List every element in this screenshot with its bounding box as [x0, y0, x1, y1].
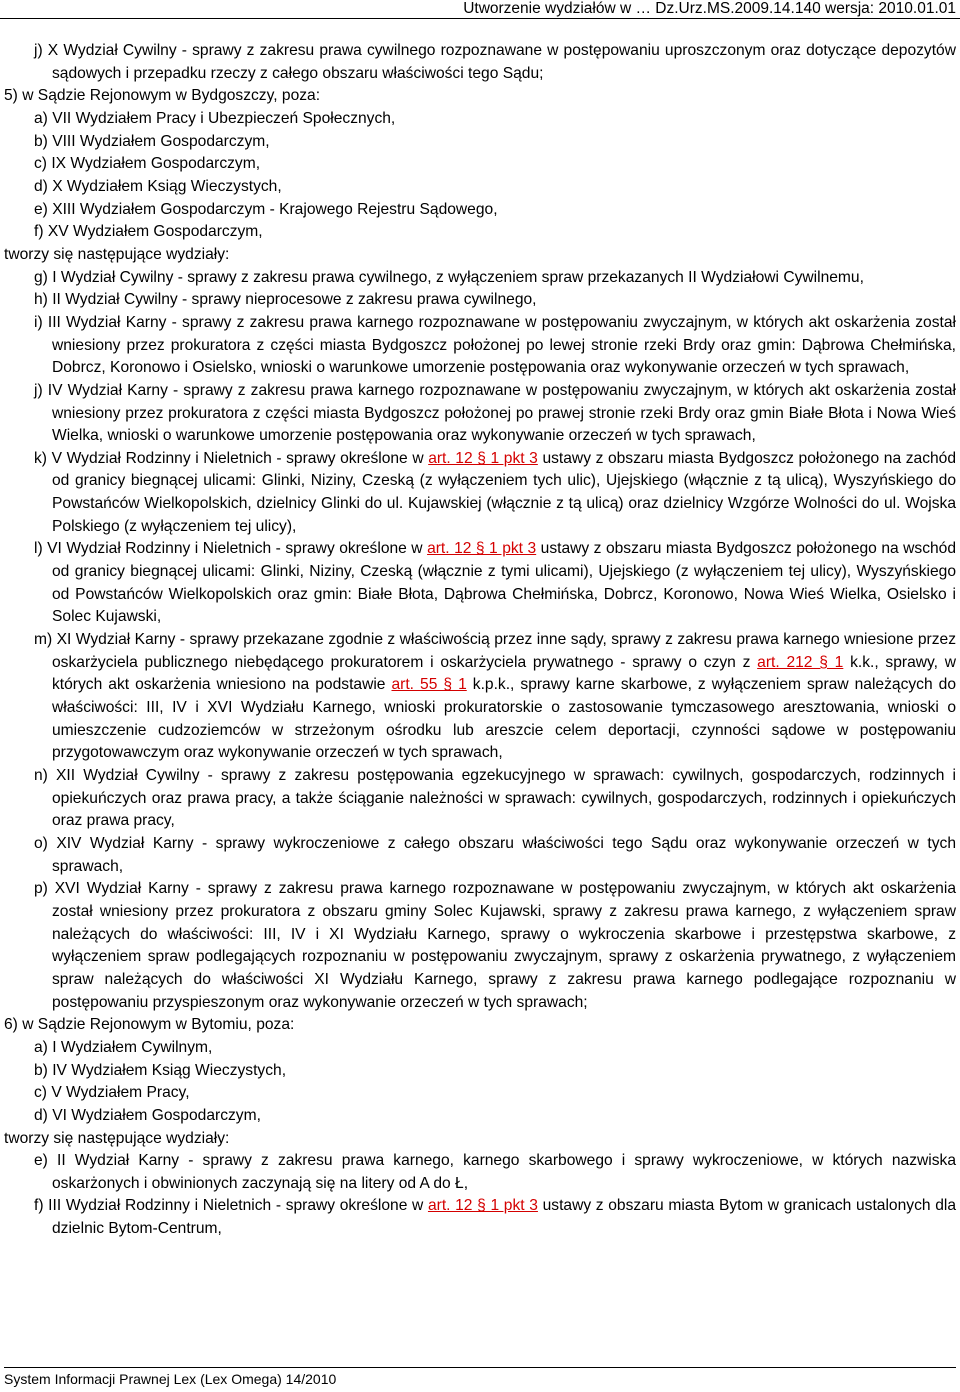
- document-paragraph: [4, 176, 956, 199]
- document-paragraph: [4, 1060, 956, 1083]
- document-paragraph: [4, 1014, 956, 1037]
- document-paragraph: [4, 108, 956, 131]
- legal-reference-link[interactable]: art. 12 § 1 pkt 3: [427, 1197, 538, 1215]
- paragraph-text: a) VII Wydziałem Pracy i Ubezpieczeń Społecznych,: [34, 109, 396, 127]
- paragraph-text: n) XII Wydział Cywilny - sprawy z zakresu postępowania egzekucyjnego w sprawach: cywilnych, gospodarczych, rodzinnych i opiekuńczych oraz prawa pracy, a także ściąganie należności w sprawach: cywilnych, gospodarczych, rodzinnych i opiekuńczych oraz prawa pracy,: [34, 767, 956, 830]
- paragraph-text: k.p.k., sprawy karne skarbowe, z wyłączeniem spraw należących do właściwości: III, IV i XVI Wydziału Karnego, wnioski prokuratorskie o zastosowanie tymczasowego aresztowania, wnioski o umieszczenie cudzoziemców w strzeżonym ośrodku lub areszcie celem deportacji, czynności sądowe w postępowaniu przygotowawczym oraz wykonywanie orzeczeń w tych sprawach,: [52, 676, 956, 762]
- document-paragraph: [4, 131, 956, 154]
- paragraph-text: c) V Wydziałem Pracy,: [34, 1084, 190, 1102]
- paragraph-text: o) XIV Wydział Karny - sprawy wykroczeniowe z całego obszaru właściwości tego Sądu oraz wykonywanie orzeczeń w tych sprawach,: [34, 834, 956, 875]
- paragraph-text: ustawy z obszaru miasta Bydgoszcz położonego na zachód od granicy biegnącej ulicami: Glinki, Niziny, Czeską (z wyłączeniem tych ulic), Ujejskiego (włącznie z tą ulicą), Wyszyńskiego do Powstańców Wielkopolskich, dzielnicy Glinki do ul. Kujawskiej (włącznie z tą ulicą) oraz dzielnicy Wzgórze Wolności do ul. Wojska Polskiego (z wyłączeniem tej ulicy),: [52, 449, 957, 535]
- paragraph-text: p) XVI Wydział Karny - sprawy z zakresu prawa karnego rozpoznawane w postępowaniu zwyczajnym, w których akt oskarżenia został wniesiony przez prokuratora z obszaru gminy Solec Kujawski, sprawy z zakresu prawa karnego, z wyłączeniem spraw należących do właściwości: III, IV i XI Wydziału Karnego, sprawy o wykroczenia skarbowe i przestępstwa skarbowe, z wyłączeniem spraw podlegających rozpoznaniu w postępowaniu zwyczajnym, sprawy z oskarżenia prywatnego, z wyłączeniem spraw należących do właściwości XI Wydziału Karnego, sprawy z zakresu prawa karnego podlegające rozpoznaniu w postępowaniu przyspieszonym oraz wykonywanie orzeczeń w tych sprawach;: [34, 880, 956, 1011]
- paragraph-text: tworzy się następujące wydziały:: [4, 1129, 230, 1147]
- page-footer: [4, 1370, 956, 1388]
- paragraph-text: d) VI Wydziałem Gospodarczym,: [34, 1106, 261, 1124]
- paragraph-text: k.k., sprawy, w których akt oskarżenia wniesiono na podstawie: [52, 653, 957, 694]
- paragraph-text: b) VIII Wydziałem Gospodarczym,: [34, 132, 270, 150]
- legal-reference-link[interactable]: art. 12 § 1 pkt 3: [427, 540, 537, 558]
- document-paragraph: [4, 765, 956, 833]
- paragraph-text: 5) w Sądzie Rejonowym w Bydgoszczy, poza:: [4, 87, 321, 105]
- document-title: Utworzenie wydziałów w … Dz.Urz.MS.2009.14.140 wersja: 2010.01.01: [463, 0, 956, 17]
- paragraph-text: f) III Wydział Rodzinny i Nieletnich - sprawy określone w: [34, 1197, 428, 1215]
- legal-reference-link[interactable]: art. 212 § 1: [757, 653, 844, 671]
- document-paragraph: [4, 1105, 956, 1128]
- paragraph-text: j) X Wydział Cywilny - sprawy z zakresu prawa cywilnego rozpoznawane w postępowaniu uproszczonym oraz dotyczące depozytów sądowych i przepadku rzeczy z całego obszaru właściwości tego Sądu;: [34, 42, 956, 82]
- paragraph-text: d) X Wydziałem Ksiąg Wieczystych,: [34, 177, 282, 195]
- document-paragraph: [4, 629, 956, 765]
- footer-text: System Informacji Prawnej Lex (Lex Omega) 14/2010: [4, 1371, 337, 1387]
- document-paragraph: [4, 1195, 956, 1240]
- document-paragraph: [4, 267, 956, 290]
- paragraph-text: c) IX Wydziałem Gospodarczym,: [34, 155, 261, 173]
- document-paragraph: [4, 221, 956, 244]
- document-paragraph: [4, 833, 956, 878]
- paragraph-text: e) XIII Wydziałem Gospodarczym - Krajowego Rejestru Sądowego,: [34, 200, 498, 218]
- paragraph-text: g) I Wydział Cywilny - sprawy z zakresu prawa cywilnego, z wyłączeniem spraw przekazanych II Wydziałowi Cywilnemu,: [34, 268, 864, 286]
- document-paragraph: [4, 380, 956, 448]
- footer-divider: [4, 1367, 956, 1368]
- document-body: [4, 40, 956, 1241]
- document-paragraph: [4, 85, 956, 108]
- page-header: [463, 0, 956, 18]
- paragraph-text: k) V Wydział Rodzinny i Nieletnich - sprawy określone w: [34, 449, 429, 467]
- document-paragraph: [4, 448, 956, 539]
- legal-reference-link[interactable]: art. 12 § 1 pkt 3: [428, 449, 538, 467]
- document-paragraph: [4, 538, 956, 629]
- paragraph-text: ustawy z obszaru miasta Bytom w granicach ustalonych dla dzielnic Bytom-Centrum,: [52, 1197, 957, 1238]
- document-paragraph: [4, 1082, 956, 1105]
- paragraph-text: a) I Wydziałem Cywilnym,: [34, 1038, 213, 1056]
- document-paragraph: [4, 878, 956, 1014]
- legal-reference-link[interactable]: art. 55 § 1: [391, 676, 467, 694]
- header-divider: [0, 18, 960, 19]
- paragraph-text: b) IV Wydziałem Ksiąg Wieczystych,: [34, 1061, 287, 1079]
- paragraph-text: j) IV Wydział Karny - sprawy z zakresu prawa karnego rozpoznawane w postępowaniu zwyczajnym, w których akt oskarżenia został wniesiony przez prokuratora z części miasta Bydgoszcz położonej po prawej stronie rzeki Brdy oraz gmin Białe Błota i Nowa Wieś Wielka, wnioski o warunkowe umorzenie postępowania oraz wykonywanie orzeczeń w tych sprawach,: [34, 381, 956, 445]
- document-paragraph: [4, 1037, 956, 1060]
- paragraph-text: m) XI Wydział Karny - sprawy przekazane zgodnie z właściwością przez inne sądy, sprawy z zakresu prawa karnego wniesione przez oskarżyciela publicznego niebędącego prokuratorem i oskarżyciela prywatnego - sprawy o czyn z: [34, 631, 956, 671]
- paragraph-text: f) XV Wydziałem Gospodarczym,: [34, 223, 263, 241]
- paragraph-text: h) II Wydział Cywilny - sprawy nieprocesowe z zakresu prawa cywilnego,: [34, 291, 537, 309]
- document-paragraph: [4, 1128, 956, 1151]
- document-paragraph: [4, 289, 956, 312]
- document-paragraph: [4, 312, 956, 380]
- document-paragraph: [4, 40, 956, 85]
- paragraph-text: e) II Wydział Karny - sprawy z zakresu prawa karnego, karnego skarbowego i sprawy wykroczeniowe, w których nazwiska oskarżonych i obwinionych zaczynają się na litery od A do Ł,: [34, 1152, 956, 1192]
- paragraph-text: l) VI Wydział Rodzinny i Nieletnich - sprawy określone w: [34, 540, 428, 558]
- paragraph-text: ustawy z obszaru miasta Bydgoszcz położonego na wschód od granicy biegnącej ulicami: Glinki, Niziny, Czeską (włącznie z tymi ulicami), Ujejskiego (z wyłączeniem tej ulicy), Wyszyńskiego od Powstańców Wielkopolskich oraz gmin: Białe Błota, Dąbrowa Chełmińska, Dobrcz, Koronowo, Nowa Wieś Wielka, Osielsko i Solec Kujawski,: [52, 540, 957, 626]
- paragraph-text: 6) w Sądzie Rejonowym w Bytomiu, poza:: [4, 1016, 295, 1034]
- document-paragraph: [4, 244, 956, 267]
- paragraph-text: tworzy się następujące wydziały:: [4, 245, 230, 263]
- document-paragraph: [4, 199, 956, 222]
- document-paragraph: [4, 1150, 956, 1195]
- document-paragraph: [4, 153, 956, 176]
- paragraph-text: i) III Wydział Karny - sprawy z zakresu prawa karnego rozpoznawane w postępowaniu zwyczajnym, w których akt oskarżenia został wniesiony przez prokuratora z części miasta Bydgoszcz położonej po lewej stronie rzeki Brdy oraz gmin: Dąbrowa Chełmińska, Dobrcz, Koronowo i Osielsko, wnioski o warunkowe umorzenie postępowania oraz wykonywanie orzeczeń w tych sprawach,: [34, 313, 956, 377]
